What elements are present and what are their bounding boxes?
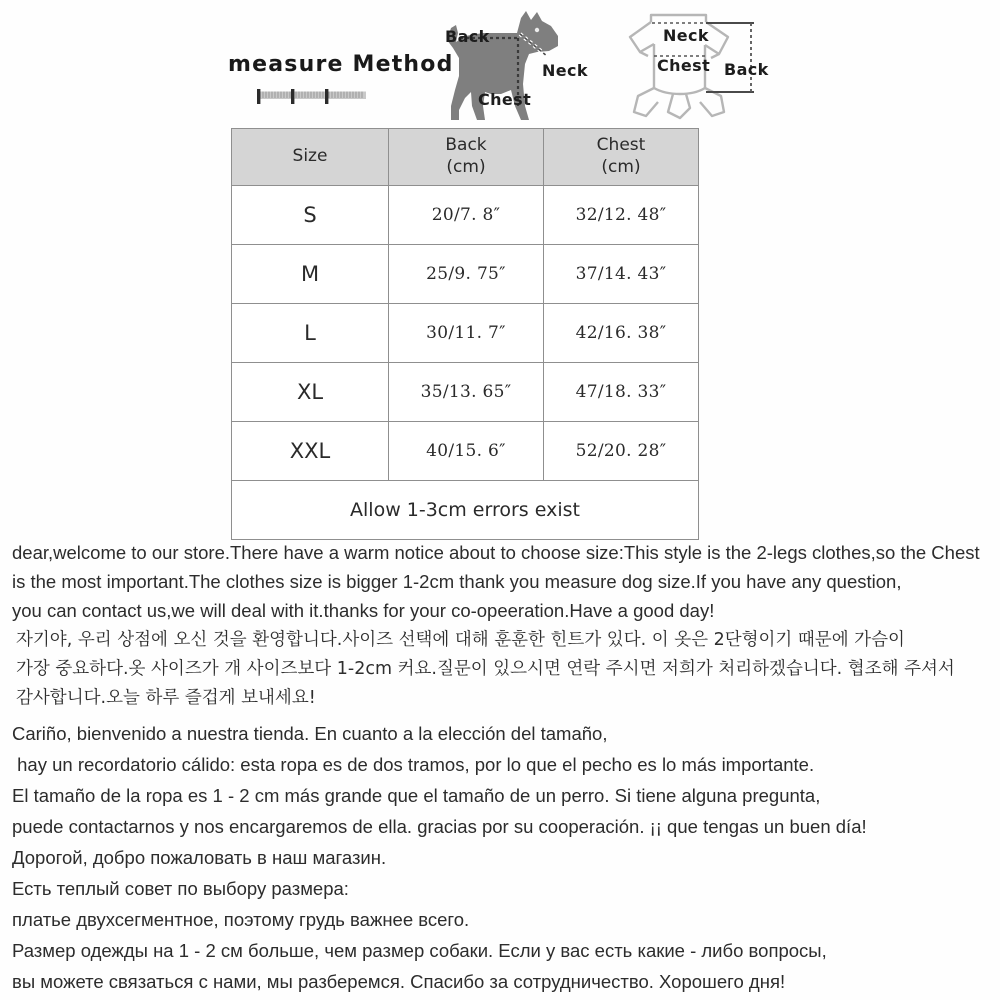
korean-line: 감사합니다.오늘 하루 즐겁게 보내세요! (16, 688, 316, 708)
english-line: dear,welcome to our store.There have a warm notice about to choose size:This style is the 2-legs clothes,so the Chest (12, 542, 980, 563)
col-header-size (232, 129, 389, 186)
size-chart-table (231, 128, 699, 540)
spanish-line: El tamaño de la ropa es 1 - 2 cm más grande que el tamaño de un perro. Si tiene alguna pregunta, (12, 785, 821, 806)
spanish-line: Cariño, bienvenido a nuestra tienda. En cuanto a la elección del tamaño, (12, 723, 608, 744)
spanish-notice-block (12, 718, 1000, 842)
col-header-chest-line2: (cm) (601, 157, 641, 177)
table-row (232, 304, 699, 363)
dog-clothes-outline-icon (618, 4, 808, 128)
cell-back: 35/13. 65″ (389, 363, 544, 422)
garment-label-chest: Chest (657, 56, 711, 75)
cell-chest: 52/20. 28″ (544, 422, 699, 481)
cell-chest: 42/16. 38″ (544, 304, 699, 363)
cell-back: 25/9. 75″ (389, 245, 544, 304)
cell-size: XXL (232, 422, 389, 481)
table-row (232, 422, 699, 481)
col-header-back (389, 129, 544, 186)
col-header-chest (544, 129, 699, 186)
col-header-size-line1: Size (292, 146, 328, 167)
cell-size: XL (232, 363, 389, 422)
cell-chest: 32/12. 48″ (544, 186, 699, 245)
garment-measurement-diagram (618, 4, 808, 128)
english-line: you can contact us,we will deal with it.thanks for your co-opeeration.Have a good day! (12, 600, 715, 621)
table-row (232, 363, 699, 422)
table-header-row (232, 129, 699, 186)
garment-label-back: Back (724, 60, 769, 79)
table-footer-note: Allow 1-3cm errors exist (232, 481, 699, 540)
russian-line: Размер одежды на 1 - 2 см больше, чем размер собаки. Если у вас есть какие - либо вопросы, (12, 940, 827, 961)
dog-measurement-diagram (425, 2, 625, 128)
russian-line: Есть теплый совет по выбору размера: (12, 878, 349, 899)
cell-back: 20/7. 8″ (389, 186, 544, 245)
col-header-chest-line1: Chest (596, 135, 646, 156)
cell-size: S (232, 186, 389, 245)
russian-line: Дорогой, добро пожаловать в наш магазин. (12, 847, 387, 868)
cell-chest: 47/18. 33″ (544, 363, 699, 422)
measuring-tape-icon (252, 88, 370, 105)
spanish-line: puede contactarnos y nos encargaremos de ella. gracias por su cooperación. ¡¡ que tengas un buen día! (12, 816, 867, 837)
col-header-back-line2: (cm) (446, 157, 486, 177)
dog-label-back: Back (445, 27, 490, 46)
english-line: is the most important.The clothes size is bigger 1-2cm thank you measure dog size.If you have any question, (12, 571, 902, 592)
cell-size: M (232, 245, 389, 304)
table-row (232, 186, 699, 245)
table-footer-row (232, 481, 699, 540)
russian-notice-block (12, 842, 1000, 997)
cell-size: L (232, 304, 389, 363)
english-notice-block (12, 538, 1000, 625)
dog-label-chest: Chest (478, 90, 532, 109)
spanish-line: hay un recordatorio cálido: esta ropa es de dos tramos, por lo que el pecho es lo más importante. (12, 754, 815, 775)
cell-back: 30/11. 7″ (389, 304, 544, 363)
cell-back: 40/15. 6″ (389, 422, 544, 481)
dog-silhouette-icon (425, 2, 625, 128)
korean-notice-block (16, 626, 1000, 713)
garment-label-neck: Neck (663, 26, 709, 45)
russian-line: платье двухсегментное, поэтому грудь важнее всего. (12, 909, 470, 930)
korean-line: 가장 중요하다.옷 사이즈가 개 사이즈보다 1-2cm 커요.질문이 있으시면 연락 주시면 저희가 처리하겠습니다. 협조해 주셔서 (16, 659, 955, 679)
korean-line: 자기야, 우리 상점에 오신 것을 환영합니다.사이즈 선택에 대해 훈훈한 힌트가 있다. 이 옷은 2단형이기 때문에 가슴이 (16, 630, 905, 650)
dog-label-neck: Neck (542, 61, 588, 80)
russian-line: вы можете связаться с нами, мы разберемся. Спасибо за сотрудничество. Хорошего дня! (12, 971, 786, 992)
cell-chest: 37/14. 43″ (544, 245, 699, 304)
col-header-back-line1: Back (445, 135, 487, 156)
measure-method-header (0, 0, 1000, 128)
table-row (232, 245, 699, 304)
page-title: measure Method (228, 52, 454, 77)
